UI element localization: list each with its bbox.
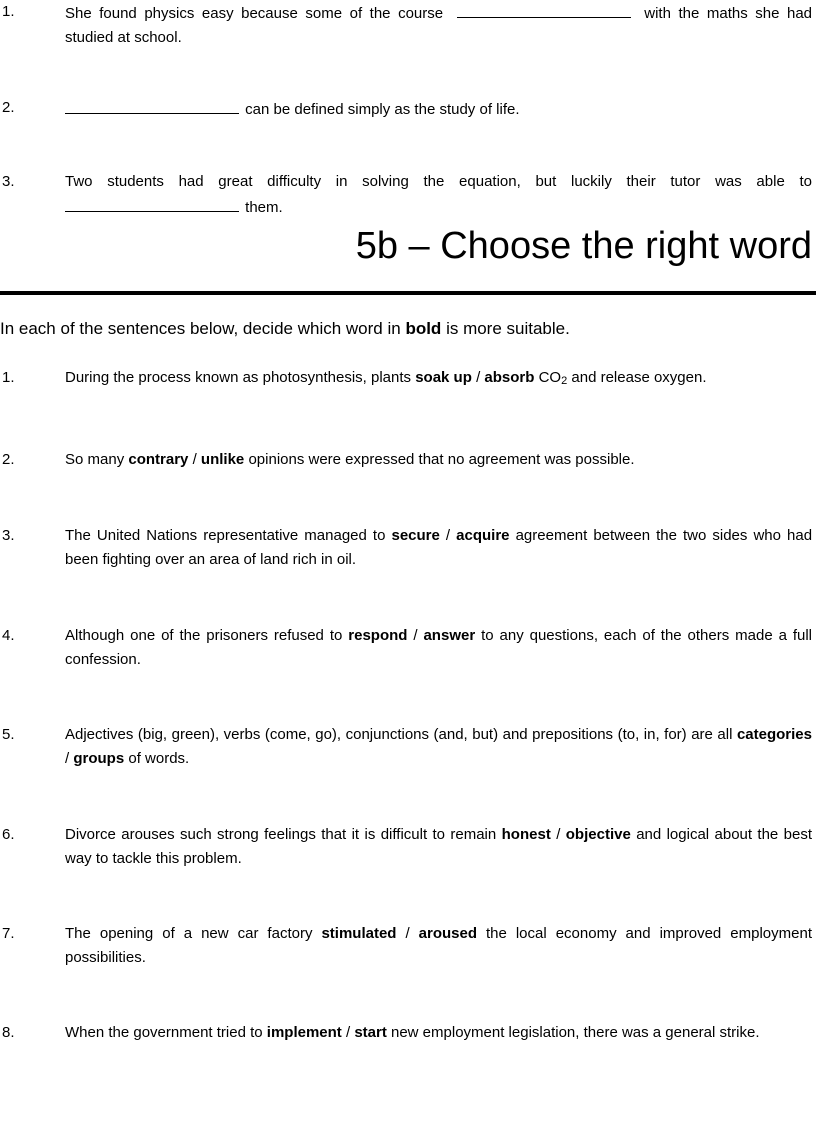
item-text (65, 96, 812, 122)
item-text-after: them. (245, 199, 283, 216)
item-number: 1. (2, 369, 15, 386)
instructions (0, 316, 570, 342)
option-separator: / (405, 925, 410, 942)
item-text-before: So many (65, 451, 125, 468)
word-option-1[interactable]: implement (266, 1024, 342, 1041)
option-separator: / (413, 627, 418, 644)
word-option-2[interactable]: answer (423, 627, 476, 644)
item-text-after: and logical about the best way to tackle this problem. (65, 826, 813, 867)
answer-blank[interactable] (457, 0, 631, 18)
word-option-1[interactable]: secure (391, 527, 440, 544)
item-text (65, 823, 812, 871)
word-option-2[interactable]: start (354, 1024, 387, 1041)
item-text-after: opinions were expressed that no agreement was possible. (248, 451, 635, 468)
option-separator: / (556, 826, 561, 843)
item-number: 5. (2, 726, 15, 743)
word-option-2[interactable]: objective (565, 826, 631, 843)
section-divider (0, 291, 816, 295)
item-number: 7. (2, 925, 15, 942)
item-text (65, 448, 812, 472)
word-option-1[interactable]: soak up (415, 369, 472, 386)
option-separator: / (65, 750, 70, 767)
word-option-1[interactable]: stimulated (321, 925, 397, 942)
item-text-before: She found physics easy because some of the course (65, 5, 444, 22)
item-text-after: of words. (128, 750, 190, 767)
item-text-after: new employment legislation, there was a general strike. (391, 1024, 760, 1041)
item-text-before: Adjectives (big, green), verbs (come, go), conjunctions (and, but) and prepositions (to, in, for) are all (65, 726, 733, 743)
word-option-1[interactable]: contrary (128, 451, 189, 468)
item-text (65, 723, 812, 771)
instructions-text-end: is more suitable. (446, 319, 570, 338)
word-option-1[interactable]: honest (501, 826, 551, 843)
word-option-1[interactable]: respond (348, 627, 408, 644)
instructions-text: In each of the sentences below, decide which word in (0, 319, 401, 338)
item-number: 6. (2, 826, 15, 843)
item-number: 4. (2, 627, 15, 644)
option-separator: / (345, 1024, 351, 1041)
item-text-before: Although one of the prisoners refused to (65, 627, 343, 644)
co2-formula: $CO_2$ (538, 369, 568, 387)
item-text-after: agreement between the two sides who had been fighting over an area of land rich in oil. (65, 527, 813, 568)
word-option-2[interactable]: unlike (200, 451, 245, 468)
item-text (65, 366, 812, 393)
instructions-bold-word: bold (405, 319, 442, 338)
item-text-after: the local economy and improved employment possibilities. (65, 925, 812, 966)
item-text-before: During the process known as photosynthesis, plants (65, 369, 412, 386)
answer-blank[interactable] (65, 96, 239, 114)
item-number: 2. (2, 451, 15, 468)
answer-blank[interactable] (65, 194, 239, 212)
item-text-before: Two students had great difficulty in solving the equation, but luckily their tutor was able to (65, 173, 812, 190)
word-option-2[interactable]: acquire (456, 527, 510, 544)
item-text-before: The opening of a new car factory (65, 925, 313, 942)
option-separator: / (192, 451, 197, 468)
item-text-before: Divorce arouses such strong feelings that it is difficult to remain (65, 826, 497, 843)
item-text (65, 524, 812, 572)
option-separator: / (445, 527, 451, 544)
item-text (65, 922, 812, 970)
item-text-after: with the maths she had studied at school. (65, 5, 813, 46)
item-number: 3. (2, 173, 15, 190)
word-option-2[interactable]: absorb (484, 369, 535, 386)
item-text (65, 170, 812, 220)
word-option-1[interactable]: categories (736, 726, 812, 743)
item-text-after: can be defined simply as the study of life. (245, 101, 520, 118)
item-text-after: and release oxygen. (571, 369, 707, 386)
item-text (65, 0, 812, 50)
item-text-before: When the government tried to (65, 1024, 263, 1041)
word-option-2[interactable]: aroused (418, 925, 477, 942)
item-text (65, 1021, 772, 1045)
item-number: 1. (2, 3, 15, 20)
item-text (65, 624, 812, 672)
word-option-2[interactable]: groups (73, 750, 125, 767)
item-number: 3. (2, 527, 15, 544)
option-separator: / (476, 369, 481, 386)
item-number: 2. (2, 99, 15, 116)
item-text-before: The United Nations representative managed to (65, 527, 386, 544)
item-text-after: to any questions, each of the others made a full confession. (65, 627, 813, 668)
section-title: 5b – Choose the right word (355, 225, 812, 267)
item-number: 8. (2, 1024, 15, 1041)
